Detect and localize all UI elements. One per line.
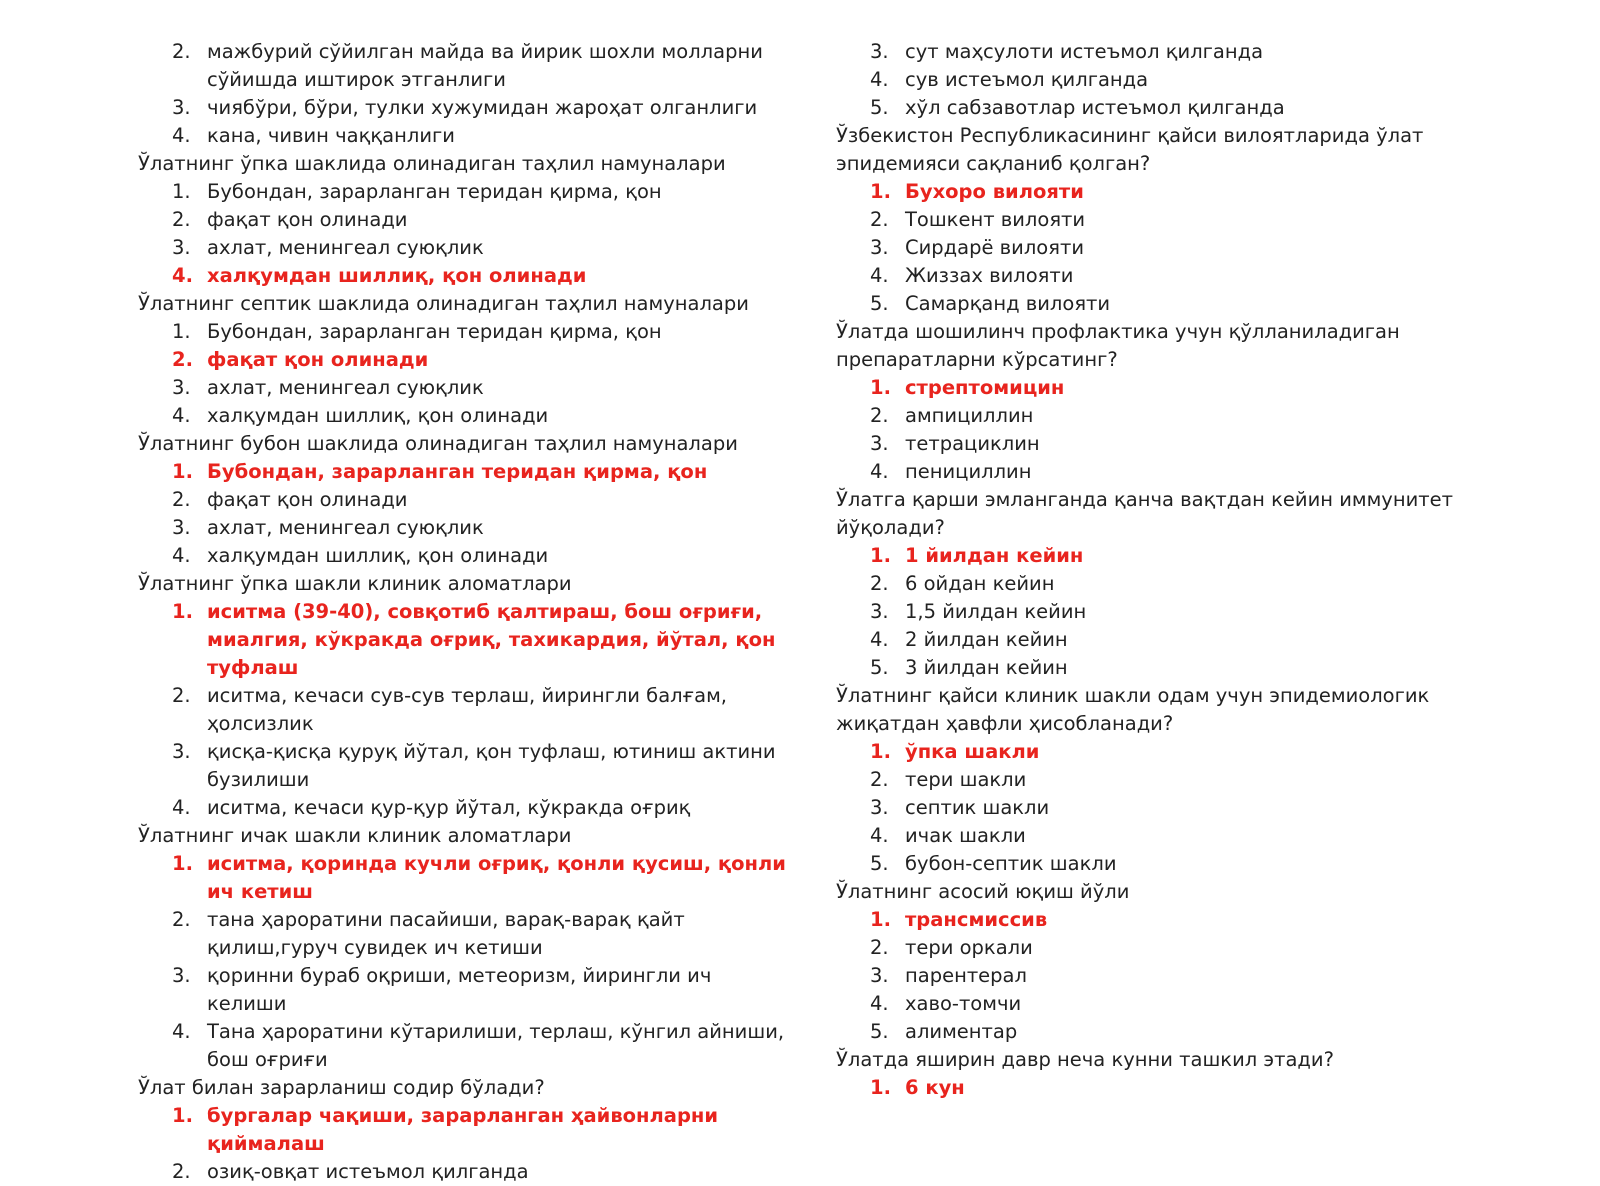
- option-text: кана, чивин чаққанлиги: [207, 124, 455, 147]
- answer-option: [138, 402, 788, 430]
- answer-option-correct: [138, 598, 788, 682]
- option-number: 1.: [172, 460, 193, 483]
- option-text: 6 кун: [905, 1076, 965, 1099]
- answer-option: [836, 626, 1526, 654]
- answer-list: [138, 318, 788, 430]
- answer-list: [138, 598, 788, 822]
- question-block: [836, 122, 1526, 318]
- option-text: Бубондан, зарарланган теридан қирма, қон: [207, 320, 662, 343]
- option-number: 5.: [870, 656, 889, 679]
- option-number: 1.: [870, 180, 891, 203]
- question-block: [836, 38, 1526, 122]
- answer-list: [138, 458, 788, 570]
- option-text: стрептомицин: [905, 376, 1065, 399]
- option-number: 4.: [870, 824, 889, 847]
- question-block: [836, 878, 1526, 1046]
- option-number: 3.: [172, 740, 191, 763]
- option-number: 1.: [870, 544, 891, 567]
- option-text: халқумдан шиллиқ, қон олинади: [207, 544, 549, 567]
- option-number: 2.: [172, 908, 191, 931]
- answer-option: [138, 318, 788, 346]
- answer-list: [138, 38, 788, 150]
- option-text: бубон-септик шакли: [905, 852, 1117, 875]
- option-number: 2.: [172, 488, 191, 511]
- option-text: ампициллин: [905, 404, 1034, 427]
- option-text: алиментар: [905, 1020, 1018, 1043]
- option-number: 3.: [870, 964, 889, 987]
- option-number: 4.: [870, 460, 889, 483]
- answer-option: [836, 290, 1526, 318]
- question-text: Ўлатнинг септик шаклида олинадиган таҳлил намуналари: [138, 292, 749, 315]
- answer-option: [138, 38, 788, 94]
- question-text: Ўлатнинг ичак шакли клиник аломатлари: [138, 824, 572, 847]
- option-number: 4.: [172, 544, 191, 567]
- answer-list: [836, 738, 1526, 878]
- answer-option: [836, 990, 1526, 1018]
- answer-option: [138, 178, 788, 206]
- option-text: Сирдарё вилояти: [905, 236, 1084, 259]
- option-text: 1,5 йилдан кейин: [905, 600, 1087, 623]
- option-number: 2.: [870, 572, 889, 595]
- question-block: [138, 1074, 788, 1186]
- question-text: Ўлатнинг асосий юқиш йўли: [836, 880, 1130, 903]
- answer-option-correct: [138, 850, 788, 906]
- option-number: 3.: [870, 40, 889, 63]
- answer-option: [138, 486, 788, 514]
- option-text: ахлат, менингеал суюқлик: [207, 236, 484, 259]
- option-number: 3.: [870, 236, 889, 259]
- answer-option-correct: [138, 346, 788, 374]
- option-text: Самарқанд вилояти: [905, 292, 1111, 315]
- answer-option: [138, 794, 788, 822]
- left-column: [138, 38, 788, 1186]
- answer-option: [138, 682, 788, 738]
- option-number: 2.: [172, 40, 191, 63]
- option-text: халқумдан шиллиқ, қон олинади: [207, 404, 549, 427]
- question-text: Ўлатнинг қайси клиник шакли одам учун эпидемиологик жиқатдан ҳавфли ҳисобланади?: [836, 684, 1430, 735]
- answer-list: [836, 374, 1526, 486]
- option-number: 3.: [172, 236, 191, 259]
- answer-option: [836, 570, 1526, 598]
- question-block: [138, 570, 788, 822]
- answer-option-correct: [138, 262, 788, 290]
- question-text: Ўлат билан зарарланиш содир бўлади?: [138, 1076, 545, 1099]
- answer-option-correct: [836, 906, 1526, 934]
- answer-option: [138, 906, 788, 962]
- answer-option: [138, 514, 788, 542]
- question-text: Ўлатнинг ўпка шаклида олинадиган таҳлил намуналари: [138, 152, 726, 175]
- option-text: тетрациклин: [905, 432, 1040, 455]
- answer-option: [138, 738, 788, 794]
- option-text: тана ҳароратини пасайиши, варақ-варақ қайт қилиш,гуруч сувидек ич кетиши: [207, 908, 685, 959]
- option-text: хўл сабзавотлар истеъмол қилганда: [905, 96, 1285, 119]
- option-text: иситма, кечаси сув-сув терлаш, йирингли балғам, ҳолсизлик: [207, 684, 727, 735]
- answer-option: [836, 402, 1526, 430]
- answer-option: [138, 94, 788, 122]
- answer-list: [836, 906, 1526, 1046]
- option-number: 4.: [172, 124, 191, 147]
- answer-option: [836, 794, 1526, 822]
- answer-option: [836, 66, 1526, 94]
- answer-option: [836, 850, 1526, 878]
- question-text: Ўлатда яширин давр неча кунни ташкил этади?: [836, 1048, 1334, 1071]
- option-number: 5.: [870, 852, 889, 875]
- answer-option: [836, 934, 1526, 962]
- option-text: ичак шакли: [905, 824, 1026, 847]
- option-number: 2.: [870, 404, 889, 427]
- option-number: 1.: [870, 740, 891, 763]
- option-number: 1.: [870, 908, 891, 931]
- option-number: 5.: [870, 1020, 889, 1043]
- option-number: 3.: [870, 432, 889, 455]
- option-text: фақат қон олинади: [207, 488, 408, 511]
- option-text: Тошкент вилояти: [905, 208, 1086, 231]
- answer-option: [836, 766, 1526, 794]
- answer-option: [836, 1018, 1526, 1046]
- option-text: тери оркали: [905, 936, 1033, 959]
- option-text: қоринни бураб оқриши, метеоризм, йирингли ич келиши: [207, 964, 712, 1015]
- option-number: 1.: [870, 1076, 891, 1099]
- answer-option: [836, 262, 1526, 290]
- answer-option: [836, 822, 1526, 850]
- answer-list: [836, 1074, 1526, 1102]
- answer-option: [836, 38, 1526, 66]
- answer-list: [138, 178, 788, 290]
- answer-option-correct: [138, 458, 788, 486]
- answer-option: [138, 374, 788, 402]
- answer-option: [836, 234, 1526, 262]
- answer-option: [836, 962, 1526, 990]
- option-text: 6 ойдан кейин: [905, 572, 1055, 595]
- option-text: 2 йилдан кейин: [905, 628, 1068, 651]
- answer-option: [138, 542, 788, 570]
- question-text: Ўлатда шошилинч профлактика учун қўлланиладиган препаратларни кўрсатинг?: [836, 320, 1400, 371]
- answer-option-correct: [836, 374, 1526, 402]
- option-number: 4.: [172, 1020, 191, 1043]
- answer-option: [836, 430, 1526, 458]
- option-text: 3 йилдан кейин: [905, 656, 1068, 679]
- answer-option: [836, 458, 1526, 486]
- option-number: 1.: [172, 852, 193, 875]
- answer-option-correct: [836, 1074, 1526, 1102]
- option-number: 3.: [870, 600, 889, 623]
- option-text: қисқа-қисқа қуруқ йўтал, қон туфлаш, ютиниш актини бузилиши: [207, 740, 776, 791]
- option-number: 4.: [870, 68, 889, 91]
- option-number: 3.: [870, 796, 889, 819]
- option-text: Тана ҳароратини кўтарилиши, терлаш, кўнгил айниши, бош оғриғи: [207, 1020, 785, 1071]
- option-text: иситма (39-40), совқотиб қалтираш, бош оғриғи, миалгия, кўкракда оғриқ, тахикардия, йўтал, қон туфлаш: [207, 600, 776, 679]
- question-text: Ўзбекистон Республикасининг қайси вилоятларида ўлат эпидемияси сақланиб қолган?: [836, 124, 1424, 175]
- option-number: 2.: [172, 348, 193, 371]
- option-text: ахлат, менингеал суюқлик: [207, 516, 484, 539]
- question-text: Ўлатнинг ўпка шакли клиник аломатлари: [138, 572, 572, 595]
- question-block: [836, 318, 1526, 486]
- answer-option: [836, 598, 1526, 626]
- option-number: 4.: [870, 264, 889, 287]
- answer-list: [138, 1102, 788, 1186]
- option-number: 5.: [870, 96, 889, 119]
- answer-option: [138, 962, 788, 1018]
- answer-option: [836, 654, 1526, 682]
- option-number: 5.: [870, 292, 889, 315]
- answer-option-correct: [138, 1102, 788, 1158]
- option-text: сут маҳсулоти истеъмол қилганда: [905, 40, 1264, 63]
- option-number: 1.: [172, 320, 191, 343]
- option-text: иситма, қоринда кучли оғриқ, қонли қусиш, қонли ич кетиш: [207, 852, 786, 903]
- option-text: озиқ-овқат истеъмол қилганда: [207, 1160, 529, 1183]
- option-text: ўпка шакли: [905, 740, 1040, 763]
- question-block: [138, 38, 788, 150]
- option-text: Бубондан, зарарланган теридан қирма, қон: [207, 460, 708, 483]
- answer-option: [138, 206, 788, 234]
- option-number: 4.: [172, 264, 193, 287]
- option-number: 2.: [172, 684, 191, 707]
- option-text: Бубондан, зарарланган теридан қирма, қон: [207, 180, 662, 203]
- option-text: халқумдан шиллиқ, қон олинади: [207, 264, 587, 287]
- question-block: [836, 1046, 1526, 1102]
- option-text: септик шакли: [905, 796, 1050, 819]
- answer-option: [138, 122, 788, 150]
- question-block: [138, 150, 788, 290]
- answer-list: [836, 542, 1526, 682]
- answer-list: [836, 178, 1526, 318]
- option-text: парентерал: [905, 964, 1027, 987]
- option-text: 1 йилдан кейин: [905, 544, 1084, 567]
- option-number: 1.: [870, 376, 891, 399]
- option-number: 2.: [172, 208, 191, 231]
- option-number: 4.: [870, 628, 889, 651]
- option-number: 1.: [172, 180, 191, 203]
- answer-option: [138, 1158, 788, 1186]
- option-text: Жиззах вилояти: [905, 264, 1074, 287]
- answer-option-correct: [836, 542, 1526, 570]
- question-block: [836, 486, 1526, 682]
- option-number: 3.: [172, 96, 191, 119]
- option-number: 3.: [172, 964, 191, 987]
- option-number: 4.: [172, 796, 191, 819]
- option-text: чиябўри, бўри, тулки хужумидан жароҳат олганлиги: [207, 96, 758, 119]
- option-text: хаво-томчи: [905, 992, 1022, 1015]
- answer-option: [138, 1018, 788, 1074]
- option-text: ахлат, менингеал суюқлик: [207, 376, 484, 399]
- question-text: Ўлатга қарши эмланганда қанча вақтдан кейин иммунитет йўқолади?: [836, 488, 1453, 539]
- question-block: [138, 822, 788, 1074]
- option-number: 2.: [172, 1160, 191, 1183]
- question-block: [836, 682, 1526, 878]
- option-number: 1.: [172, 600, 193, 623]
- option-text: пенициллин: [905, 460, 1032, 483]
- question-block: [138, 290, 788, 430]
- answer-option: [836, 94, 1526, 122]
- option-number: 2.: [870, 768, 889, 791]
- answer-list: [138, 850, 788, 1074]
- option-text: сув истеъмол қилганда: [905, 68, 1149, 91]
- option-number: 4.: [870, 992, 889, 1015]
- question-text: Ўлатнинг бубон шаклида олинадиган таҳлил намуналари: [138, 432, 738, 455]
- option-text: тери шакли: [905, 768, 1027, 791]
- answer-option-correct: [836, 178, 1526, 206]
- option-text: фақат қон олинади: [207, 208, 408, 231]
- option-number: 4.: [172, 404, 191, 427]
- answer-list: [836, 38, 1526, 122]
- option-text: мажбурий сўйилган майда ва йирик шохли молларни сўйишда иштирок этганлиги: [207, 40, 763, 91]
- option-number: 3.: [172, 376, 191, 399]
- option-text: трансмиссив: [905, 908, 1048, 931]
- option-number: 2.: [870, 936, 889, 959]
- option-number: 1.: [172, 1104, 193, 1127]
- right-column: [836, 38, 1526, 1102]
- answer-option: [836, 206, 1526, 234]
- question-block: [138, 430, 788, 570]
- option-text: Бухоро вилояти: [905, 180, 1084, 203]
- answer-option: [138, 234, 788, 262]
- option-number: 3.: [172, 516, 191, 539]
- option-text: иситма, кечаси қур-қур йўтал, кўкракда оғриқ: [207, 796, 691, 819]
- answer-option-correct: [836, 738, 1526, 766]
- option-number: 2.: [870, 208, 889, 231]
- option-text: бургалар чақиши, зарарланган ҳайвонларни қиймалаш: [207, 1104, 719, 1155]
- option-text: фақат қон олинади: [207, 348, 429, 371]
